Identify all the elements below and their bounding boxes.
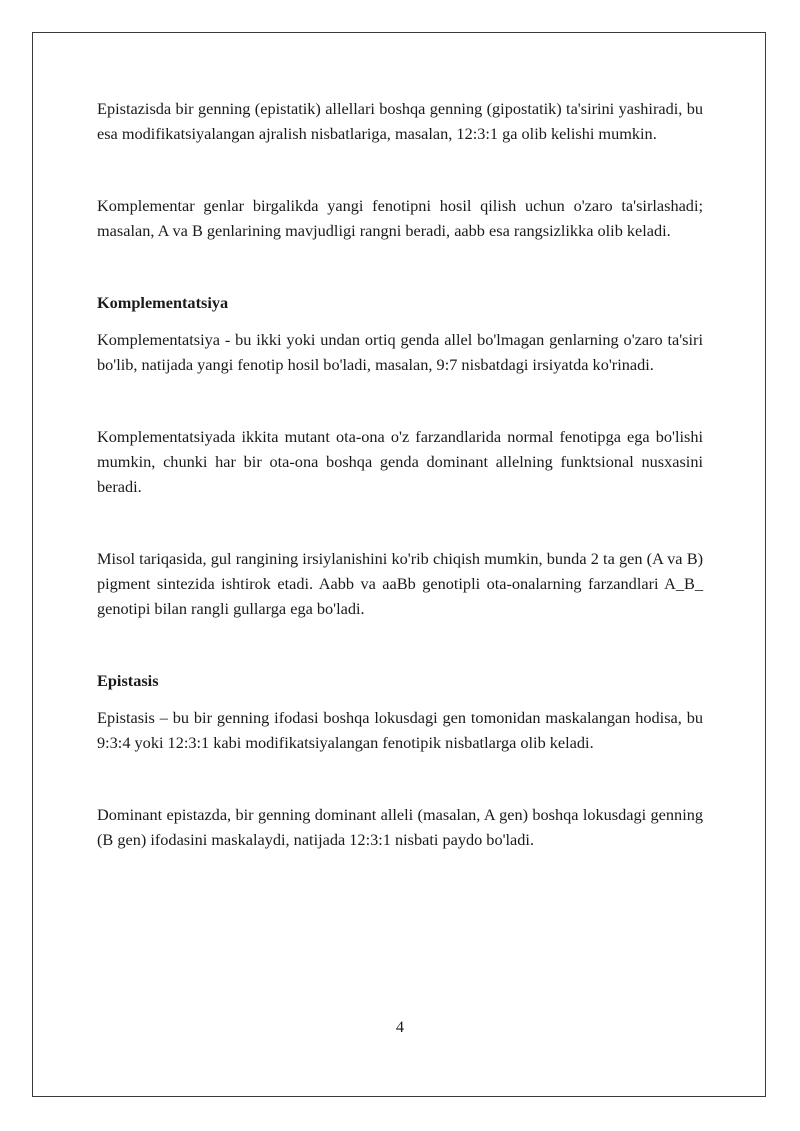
paragraph-complementation-definition: Komplementatsiya - bu ikki yoki undan ortiq genda allel bo'lmagan genlarning o'zaro ta'siri bo'lib, natijada yangi fenotip hosil bo'ladi, masalan, 9:7 nisbatdagi irsiyatda ko'rinadi. [97, 330, 703, 374]
page-content [97, 96, 703, 852]
page-number: 4 [395, 1017, 405, 1036]
heading-epistasis: Epistasis [97, 671, 159, 690]
paragraph-complementation-mutants: Komplementatsiyada ikkita mutant ota-ona o'z farzandlarida normal fenotipga ega bo'lishi mumkin, chunki har bir ota-ona boshqa genda dominant allelning funktsional nusxasini beradi. [97, 427, 703, 496]
paragraph-epistasis-definition: Epistasis – bu bir genning ifodasi boshqa lokusdagi gen tomonidan maskalangan hodisa, bu 9:3:4 yoki 12:3:1 kabi modifikatsiyalangan fenotipik nisbatlarga olib keladi. [97, 708, 703, 752]
paragraph-epistasis-intro: Epistazisda bir genning (epistatik) allellari boshqa genning (gipostatik) ta'sirini yashiradi, bu esa modifikatsiyalangan ajralish nisbatlariga, masalan, 12:3:1 ga olib kelishi mumkin. [97, 99, 703, 143]
paragraph-complementary-genes: Komplementar genlar birgalikda yangi fenotipni hosil qilish uchun o'zaro ta'sirlashadi; masalan, A va B genlarining mavjudligi rangni beradi, aabb esa rangsizlikka olib keladi. [97, 196, 703, 240]
heading-komplementatsiya: Komplementatsiya [97, 293, 229, 312]
paragraph-dominant-epistasis: Dominant epistazda, bir genning dominant alleli (masalan, A gen) boshqa lokusdagi genning (B gen) ifodasini maskalaydi, natijada 12:3:1 nisbati paydo bo'ladi. [97, 805, 703, 849]
paragraph-flower-color-example: Misol tariqasida, gul rangining irsiylanishini ko'rib chiqish mumkin, bunda 2 ta gen (A va B) pigment sintezida ishtirok etadi. Aabb va aaBb genotipli ota-onalarning farzandlari A_B_ genotipi bilan rangli gullarga ega bo'ladi. [97, 549, 703, 618]
